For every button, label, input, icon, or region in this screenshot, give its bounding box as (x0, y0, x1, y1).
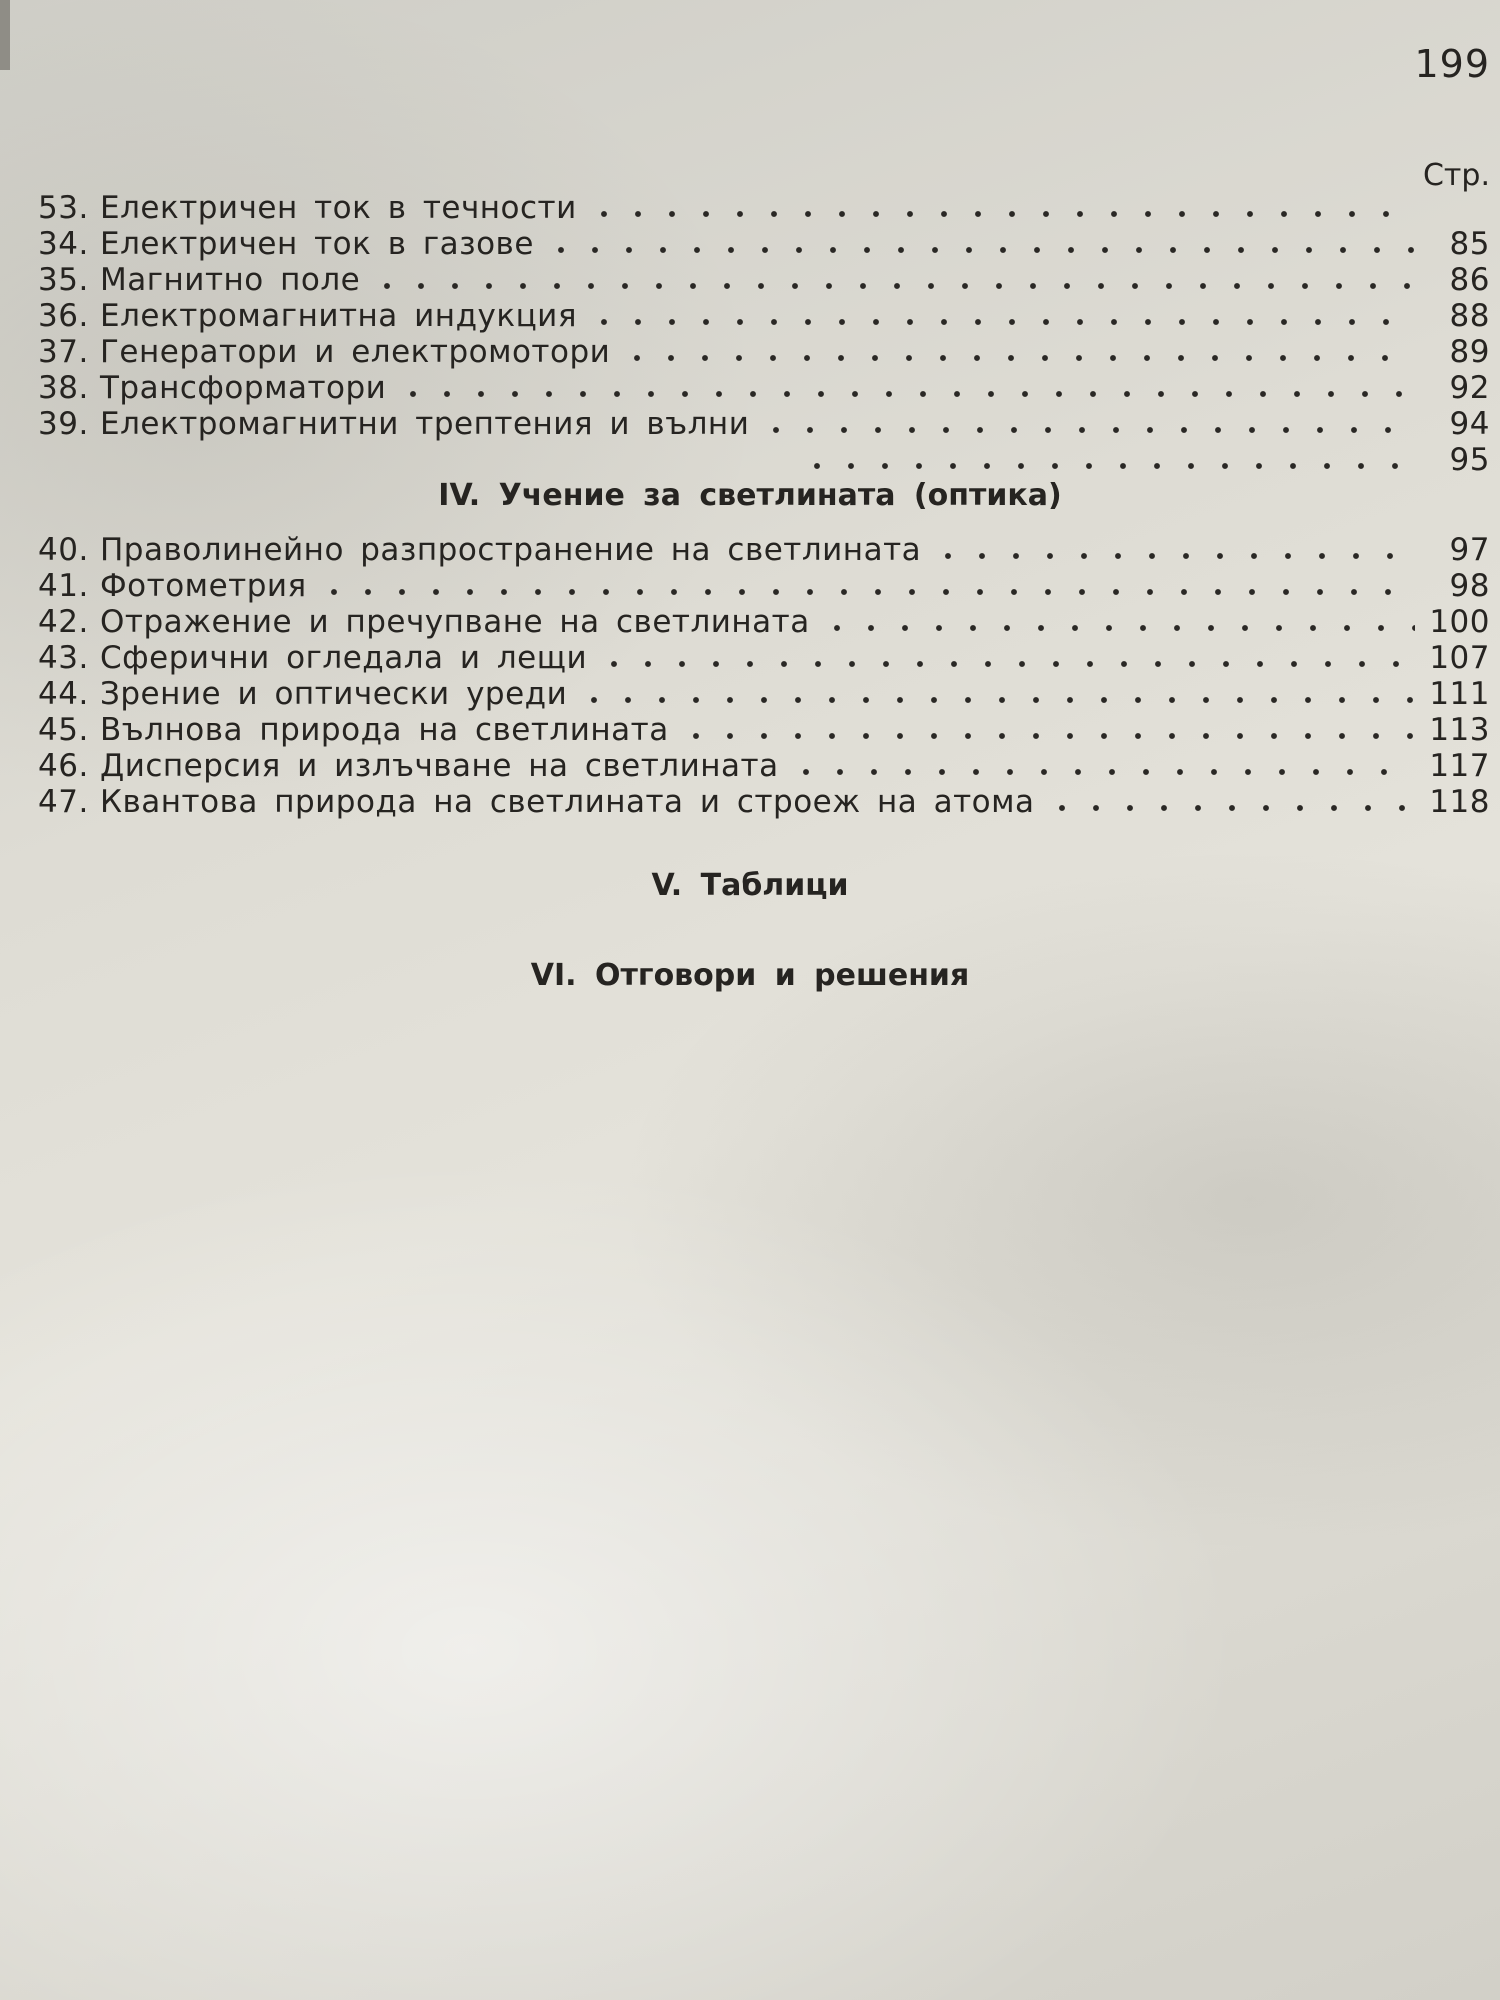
toc-entry-title: Трансформатори (100, 370, 387, 406)
toc-entry-title: Електромагнитна индукция (100, 298, 577, 334)
toc-entry[interactable] (38, 442, 1490, 478)
toc-leader-dots (800, 461, 1416, 471)
toc-entry[interactable] (38, 676, 1490, 712)
toc-entry[interactable] (38, 226, 1490, 262)
toc-entry[interactable] (38, 262, 1490, 298)
toc-entry-page: 95 (1449, 442, 1490, 478)
toc-entry-page: 111 (1429, 676, 1490, 712)
toc-entry-page: 85 (1449, 226, 1490, 262)
toc-entry[interactable] (38, 784, 1490, 820)
toc-leader-dots (577, 695, 1415, 705)
toc-entry[interactable] (38, 298, 1490, 334)
toc-entry[interactable] (38, 334, 1490, 370)
toc-entry-title: Вълнова природа на светлината (100, 712, 669, 748)
toc-entry-title: Квантова природа на светлината и строеж на атома (100, 784, 1035, 820)
toc-section-iv (38, 532, 1490, 820)
toc-entry-page: 92 (1449, 370, 1490, 406)
toc-leader-dots (317, 587, 1416, 597)
section-heading-iv: IV. Учение за светлината (оптика) (438, 478, 1062, 513)
toc-entry-number: 40. (38, 532, 89, 568)
toc-entry-page: 100 (1429, 604, 1490, 640)
toc-entry-title: Зрение и оптически уреди (100, 676, 568, 712)
toc-leader-dots (820, 623, 1416, 633)
toc-entry-number: 43. (38, 640, 89, 676)
toc-entry-number: 41. (38, 568, 89, 604)
toc-entry-number: 38. (38, 370, 89, 406)
page-edge-shadow (0, 0, 10, 70)
toc-entry-title: Електричен ток в течности (100, 190, 577, 226)
section-heading-vi: VI. Отговори и решения (530, 958, 970, 993)
toc-leader-dots (587, 317, 1416, 327)
toc-leader-dots (620, 353, 1416, 363)
toc-entry-page: 117 (1429, 748, 1490, 784)
page-column-label: Стр. (1422, 158, 1490, 193)
toc-entry-title: Сферични огледала и лещи (100, 640, 588, 676)
toc-entry-number: 39. (38, 406, 89, 442)
toc-leader-dots (597, 659, 1415, 669)
toc-entry-page: 86 (1449, 262, 1490, 298)
toc-entry-number: 37. (38, 334, 89, 370)
toc-entry-page: 98 (1449, 568, 1490, 604)
toc-leader-dots (931, 551, 1416, 561)
toc-entry-number: 44. (38, 676, 89, 712)
toc-entry[interactable] (38, 568, 1490, 604)
toc-entry-page: 118 (1429, 784, 1490, 820)
toc-entry-number: 46. (38, 748, 89, 784)
toc-entry-title: Магнитно поле (100, 262, 361, 298)
toc-entry[interactable] (38, 712, 1490, 748)
section-heading-v: V. Таблици (651, 868, 849, 903)
toc-entry-number: 47. (38, 784, 89, 820)
toc-entry-title: Електромагнитни трептения и вълни (100, 406, 750, 442)
toc-entry-title: Праволинейно разпространение на светлината (100, 532, 922, 568)
toc-leader-dots (544, 245, 1416, 255)
toc-entry-number: 34. (38, 226, 89, 262)
toc-entry-page: 94 (1449, 406, 1490, 442)
toc-entry-page: 113 (1429, 712, 1490, 748)
toc-entry-number: 42. (38, 604, 89, 640)
toc-leader-dots (396, 389, 1416, 399)
toc-entry[interactable] (38, 640, 1490, 676)
toc-entry[interactable] (38, 190, 1490, 226)
toc-leader-dots (759, 425, 1416, 435)
toc-entry[interactable] (38, 532, 1490, 568)
toc-entry-page: 88 (1449, 298, 1490, 334)
toc-entry-number: 35. (38, 262, 89, 298)
toc-entry-page: 89 (1449, 334, 1490, 370)
toc-entry-title: Генератори и електромотори (100, 334, 611, 370)
toc-entry-page: 97 (1449, 532, 1490, 568)
toc-entry[interactable] (38, 406, 1490, 442)
toc-entry-number: 45. (38, 712, 89, 748)
toc-section-iii (38, 190, 1490, 478)
toc-entry-number: 36. (38, 298, 89, 334)
toc-entry-number: 53. (38, 190, 89, 226)
toc-entry[interactable] (38, 748, 1490, 784)
toc-leader-dots (587, 209, 1416, 219)
toc-entry[interactable] (38, 604, 1490, 640)
toc-leader-dots (1045, 803, 1416, 813)
toc-entry-title: Фотометрия (100, 568, 307, 604)
toc-leader-dots (370, 281, 1416, 291)
toc-leader-dots (679, 731, 1416, 741)
toc-leader-dots (789, 767, 1416, 777)
page-number: 199 (1414, 42, 1490, 86)
toc-entry-title: Дисперсия и излъчване на светлината (100, 748, 779, 784)
toc-entry-title: Отражение и пречупване на светлината (100, 604, 810, 640)
toc-entry[interactable] (38, 370, 1490, 406)
toc-entry-page: 107 (1429, 640, 1490, 676)
toc-entry-title: Електричен ток в газове (100, 226, 534, 262)
